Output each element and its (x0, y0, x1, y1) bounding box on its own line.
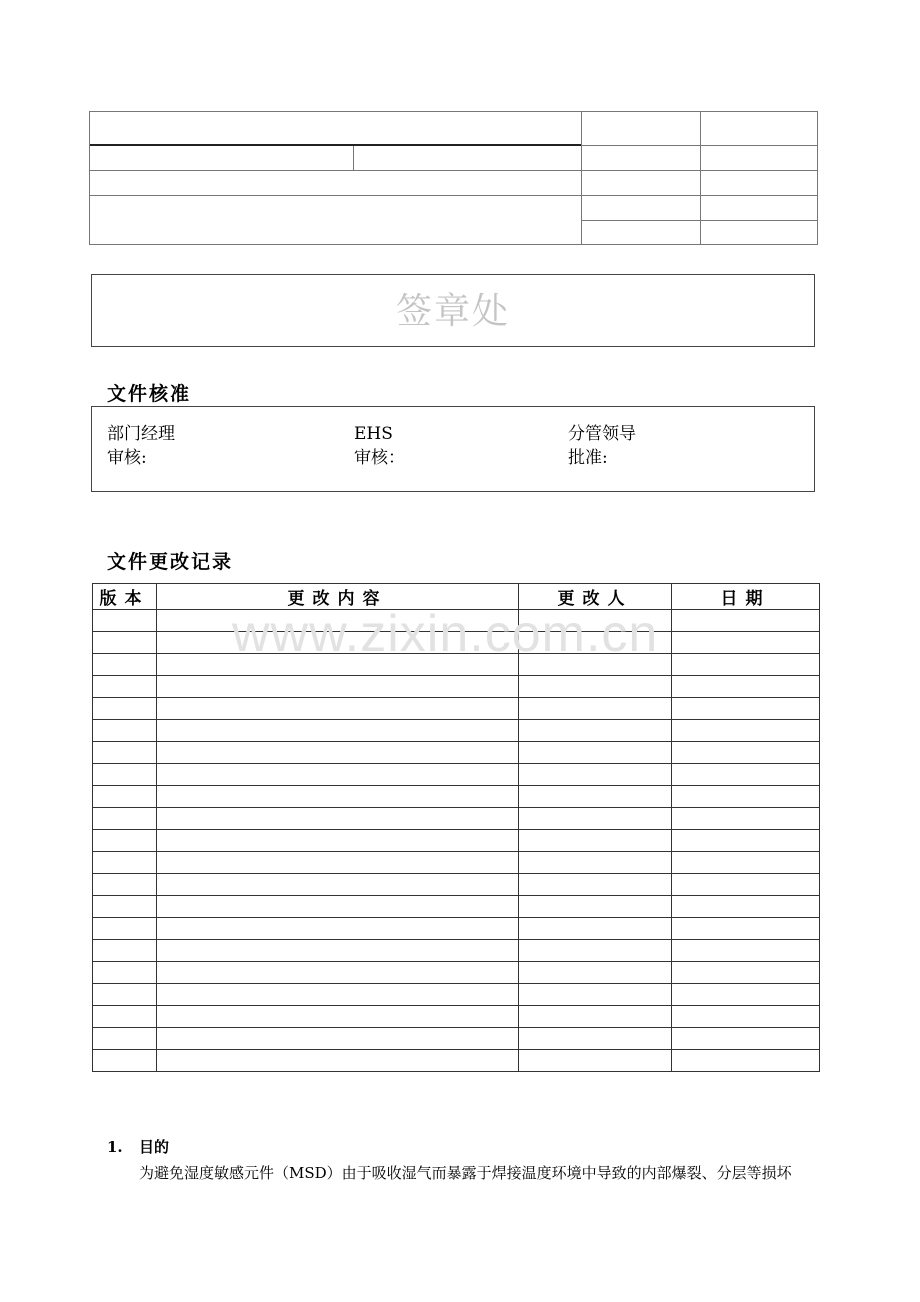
table-cell[interactable] (672, 764, 820, 786)
table-cell[interactable] (93, 698, 157, 720)
table-cell[interactable] (519, 1050, 672, 1072)
table-cell[interactable] (672, 940, 820, 962)
table-cell[interactable] (519, 742, 672, 764)
table-cell[interactable] (519, 808, 672, 830)
table-row (93, 896, 820, 918)
table-cell[interactable] (519, 1028, 672, 1050)
table-cell[interactable] (157, 852, 519, 874)
table-cell[interactable] (157, 742, 519, 764)
table-cell[interactable] (519, 940, 672, 962)
table-cell[interactable] (157, 698, 519, 720)
table-cell[interactable] (672, 918, 820, 940)
table-row (93, 786, 820, 808)
table-cell[interactable] (157, 676, 519, 698)
table-cell[interactable] (672, 874, 820, 896)
table-cell[interactable] (519, 874, 672, 896)
table-cell[interactable] (519, 632, 672, 654)
table-row (93, 698, 820, 720)
table-row (93, 808, 820, 830)
table-cell[interactable] (519, 852, 672, 874)
table-cell[interactable] (93, 654, 157, 676)
table-row (93, 1050, 820, 1072)
header-divider (581, 112, 582, 244)
table-row (93, 830, 820, 852)
table-cell[interactable] (672, 852, 820, 874)
table-cell[interactable] (157, 874, 519, 896)
table-cell[interactable] (157, 896, 519, 918)
table-cell[interactable] (519, 1006, 672, 1028)
table-cell[interactable] (157, 1006, 519, 1028)
table-row (93, 632, 820, 654)
table-cell[interactable] (157, 962, 519, 984)
table-row (93, 852, 820, 874)
table-cell[interactable] (157, 1050, 519, 1072)
table-row (93, 874, 820, 896)
dept-review-label: 审核: (107, 448, 147, 468)
column-header-version: 版本 (93, 584, 157, 610)
header-divider (353, 145, 354, 170)
approval-title: 文件核准 (107, 383, 192, 405)
table-header-row (93, 584, 820, 610)
table-cell[interactable] (157, 786, 519, 808)
table-cell[interactable] (93, 808, 157, 830)
ehs-label: EHS (354, 424, 393, 444)
table-cell[interactable] (157, 984, 519, 1006)
purpose-paragraph: 为避免湿度敏感元件（MSD）由于吸收湿气而暴露于焊接温度环境中导致的内部爆裂、分层等损坏 (139, 1164, 792, 1182)
table-cell[interactable] (672, 632, 820, 654)
table-cell[interactable] (157, 632, 519, 654)
table-cell[interactable] (519, 654, 672, 676)
column-header-content: 更改内容 (157, 584, 519, 610)
header-rule (90, 195, 581, 196)
header-rule (581, 220, 817, 221)
table-cell[interactable] (519, 962, 672, 984)
dept-manager-label: 部门经理 (107, 424, 175, 444)
header-rule (581, 195, 817, 196)
table-row (93, 764, 820, 786)
purpose-heading (107, 1136, 169, 1157)
table-cell[interactable] (93, 676, 157, 698)
table-cell[interactable] (93, 610, 157, 632)
table-cell[interactable] (672, 654, 820, 676)
table-cell[interactable] (157, 830, 519, 852)
table-cell[interactable] (672, 896, 820, 918)
table-row (93, 1028, 820, 1050)
table-cell[interactable] (93, 896, 157, 918)
header-rule (581, 145, 817, 146)
table-row (93, 984, 820, 1006)
table-cell[interactable] (672, 830, 820, 852)
table-cell[interactable] (672, 786, 820, 808)
table-cell[interactable] (93, 940, 157, 962)
change-record-title: 文件更改记录 (107, 551, 234, 573)
table-row (93, 676, 820, 698)
table-cell[interactable] (93, 852, 157, 874)
table-cell[interactable] (519, 786, 672, 808)
table-cell[interactable] (519, 918, 672, 940)
table-cell[interactable] (93, 764, 157, 786)
signature-stamp-box (91, 274, 815, 347)
change-record-table (92, 583, 820, 1072)
table-cell[interactable] (93, 830, 157, 852)
section-number: 1. (107, 1138, 123, 1156)
table-cell[interactable] (672, 698, 820, 720)
table-cell[interactable] (93, 632, 157, 654)
header-rule (581, 170, 817, 171)
table-cell[interactable] (672, 610, 820, 632)
table-cell[interactable] (93, 918, 157, 940)
table-cell[interactable] (672, 808, 820, 830)
table-cell[interactable] (157, 610, 519, 632)
table-cell[interactable] (519, 610, 672, 632)
table-row (93, 720, 820, 742)
table-cell[interactable] (93, 742, 157, 764)
change-record-body (93, 610, 820, 1072)
table-cell[interactable] (519, 764, 672, 786)
table-cell[interactable] (157, 720, 519, 742)
table-cell[interactable] (519, 830, 672, 852)
table-cell[interactable] (519, 984, 672, 1006)
leader-label: 分管领导 (568, 424, 636, 444)
table-cell[interactable] (519, 676, 672, 698)
table-row (93, 610, 820, 632)
table-cell[interactable] (672, 1050, 820, 1072)
table-cell[interactable] (93, 1050, 157, 1072)
table-cell[interactable] (157, 764, 519, 786)
approval-box (91, 406, 815, 492)
table-row (93, 1006, 820, 1028)
table-cell[interactable] (519, 720, 672, 742)
table-cell[interactable] (672, 720, 820, 742)
purpose-title: 目的 (139, 1138, 170, 1156)
table-row (93, 918, 820, 940)
table-cell[interactable] (672, 676, 820, 698)
column-header-date: 日期 (672, 584, 820, 610)
table-cell[interactable] (157, 940, 519, 962)
table-cell[interactable] (157, 918, 519, 940)
table-cell[interactable] (672, 962, 820, 984)
ehs-review-label: 审核： (354, 448, 405, 468)
table-cell[interactable] (93, 786, 157, 808)
table-cell[interactable] (519, 698, 672, 720)
table-cell[interactable] (157, 654, 519, 676)
column-header-changer: 更改人 (519, 584, 672, 610)
header-rule (90, 144, 581, 146)
header-rule (90, 170, 581, 171)
header-divider (700, 112, 701, 244)
table-row (93, 742, 820, 764)
table-cell[interactable] (93, 1006, 157, 1028)
table-row (93, 962, 820, 984)
leader-approve-label: 批准: (568, 448, 608, 468)
table-cell[interactable] (157, 808, 519, 830)
table-row (93, 940, 820, 962)
table-cell[interactable] (93, 1028, 157, 1050)
watermark: www.zixin.com.cn (232, 605, 659, 663)
table-cell[interactable] (672, 1028, 820, 1050)
document-header-table (89, 111, 818, 245)
table-cell[interactable] (519, 896, 672, 918)
table-cell[interactable] (157, 1028, 519, 1050)
stamp-label: 签章处 (395, 291, 510, 332)
table-cell[interactable] (93, 720, 157, 742)
table-cell[interactable] (672, 984, 820, 1006)
table-cell[interactable] (93, 874, 157, 896)
table-cell[interactable] (93, 984, 157, 1006)
table-row (93, 654, 820, 676)
table-cell[interactable] (93, 962, 157, 984)
table-cell[interactable] (672, 1006, 820, 1028)
table-cell[interactable] (672, 742, 820, 764)
